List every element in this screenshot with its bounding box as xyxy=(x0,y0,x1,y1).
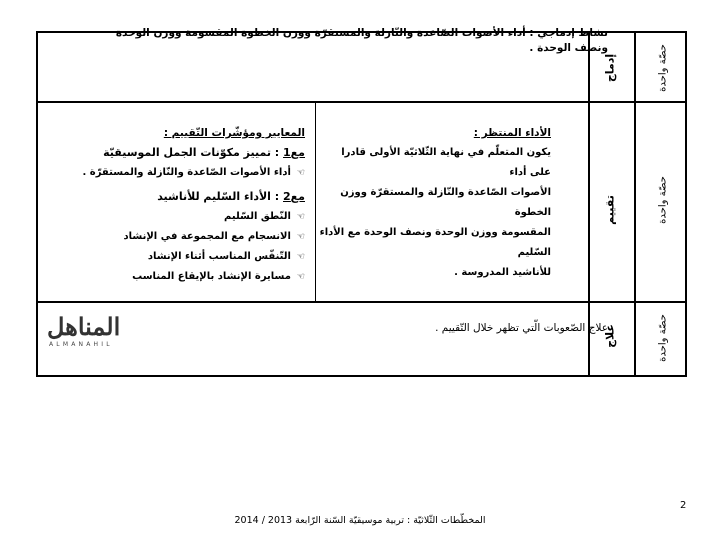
column-divider-content xyxy=(315,101,316,301)
row3-stage: علاج xyxy=(603,324,617,348)
remediation-text: علاج الصّعوبات الّتي تظهر خلال التّقييم . xyxy=(435,322,608,334)
performance-line: المقسومة ووزن الوحدة ونصف الوحدة مع الأداء السّليم xyxy=(319,227,551,258)
criterion-2-label: : الأداء السّليم للأناشيد xyxy=(157,190,284,203)
pointing-hand-icon: ☜ xyxy=(296,232,305,242)
logo-mark: المناهل xyxy=(47,312,121,341)
criterion-2-item xyxy=(50,247,305,267)
row2-duration: حصّة واحدة xyxy=(657,176,669,224)
criterion-1-code: مع1 xyxy=(283,146,305,159)
criterion-2-item xyxy=(50,207,305,227)
expected-performance xyxy=(318,123,551,283)
almanahil-logo xyxy=(47,314,137,350)
pointing-hand-icon: ☜ xyxy=(296,168,305,178)
criterion-2-title xyxy=(50,187,305,207)
performance-line: الأصوات الصّاعدة والنّازلة والمستقرّة ووزن الخطوة xyxy=(340,187,551,218)
row1-duration: حصّة واحدة xyxy=(657,44,669,92)
criterion-item-text: التّنفّس المناسب أثناء الإنشاد xyxy=(147,251,291,262)
pointing-hand-icon: ☜ xyxy=(296,212,305,222)
criterion-1-label: : تمييز مكوّنات الجمل الموسيقيّة xyxy=(103,146,284,159)
pointing-hand-icon: ☜ xyxy=(296,272,305,282)
integration-activity-text: نشاط إدماجي : أداء الأصوات الصّاعدة والنّازلة والمستقرّة ووزن الخطوة المقسومة ووزن الوحدة ونصف الوحدة . xyxy=(115,27,608,54)
criterion-1-title xyxy=(50,143,305,163)
row1-stage: إدماج xyxy=(603,53,617,83)
criteria-heading: المعايير ومؤشّرات التّقييم : xyxy=(163,127,305,139)
page-footer: المخطّطات الثّلاثيّة : تربية موسيقيّة السّنة الرّابعة 2013 / 2014 xyxy=(234,515,486,526)
criterion-item-text: النّطق السّليم xyxy=(224,211,291,222)
criterion-item-text: أداء الأصوات الصّاعدة والنّازلة والمستقرّة . xyxy=(82,167,291,178)
page-number: 2 xyxy=(680,500,687,511)
criterion-item-text: مسايرة الإنشاد بالإيقاع المناسب xyxy=(132,271,291,282)
evaluation-criteria xyxy=(50,123,305,287)
criterion-2-code: مع2 xyxy=(283,190,305,203)
criterion-1-item xyxy=(50,163,305,183)
expected-performance-heading: الأداء المنتظر : xyxy=(473,127,551,139)
row2-stage: تقييم xyxy=(603,195,617,225)
performance-line: يكون المتعلّم في نهاية الثّلاثيّة الأولى قادرا على أداء xyxy=(341,147,551,178)
criterion-2-item xyxy=(50,267,305,287)
column-divider-duration xyxy=(634,33,636,375)
criterion-2-item xyxy=(50,227,305,247)
pointing-hand-icon: ☜ xyxy=(296,252,305,262)
criterion-item-text: الانسجام مع المجموعة في الإنشاد xyxy=(123,231,291,242)
logo-tagline: ALMANAHIL xyxy=(49,341,113,348)
row3-duration: حصّة واحدة xyxy=(657,314,669,362)
performance-line: للأناشيد المدروسة . xyxy=(454,267,551,278)
